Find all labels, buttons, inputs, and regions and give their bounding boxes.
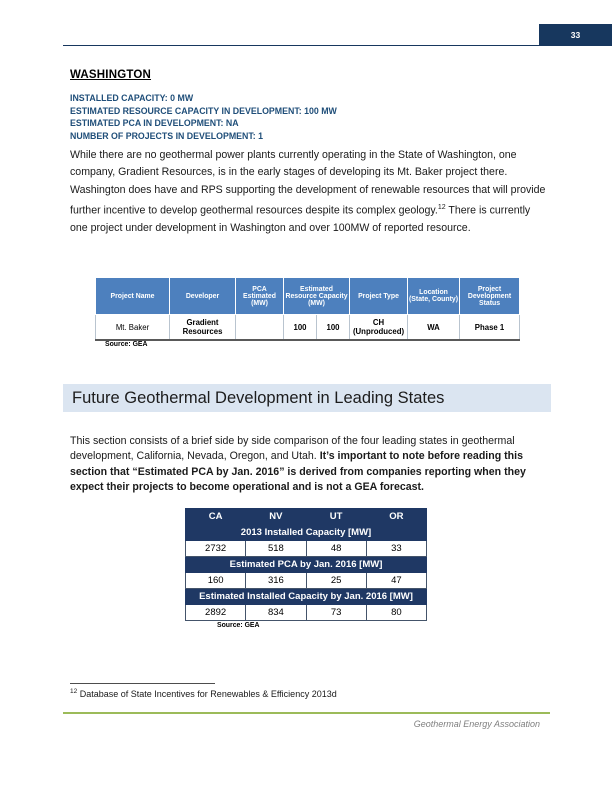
page-number-badge — [539, 24, 612, 46]
cell-ut: 48 — [306, 541, 366, 557]
cell-resource-min: 100 — [284, 315, 317, 341]
paragraph-text: This section consists of a brief side by side comparison of the four leading states in geothermal development, California, Nevada, Oregon, and Utah. — [70, 435, 515, 463]
stat-resource-capacity: ESTIMATED RESOURCE CAPACITY IN DEVELOPMENT: 100 MW — [70, 105, 337, 116]
footer-rule — [63, 712, 550, 714]
state-comparison-table-wrapper — [185, 508, 427, 621]
footer-text: Geothermal Energy Association — [413, 719, 540, 729]
cell-resource-max: 100 — [317, 315, 350, 341]
col-pca-estimated: PCA Estimated (MW) — [236, 278, 284, 315]
col-estimated-resource-capacity: Estimated Resource Capacity (MW) — [284, 278, 350, 315]
project-table-header-row — [96, 278, 520, 315]
cell-nv: 316 — [246, 573, 306, 589]
state-comparison-table — [185, 508, 427, 621]
state-table-source: Source: GEA — [217, 622, 260, 629]
header-rule — [63, 45, 612, 46]
paragraph-text: While there are no geothermal power plants currently operating in the State of Washington, one company, Gradient Resources, is in the early stages of developing its Mt. Baker project there. Washington does have and RPS supporting the development of renewable resources that will provide further incentive to develop geothermal resources despite its complex geology. — [70, 149, 546, 217]
cell-project-name: Mt. Baker — [96, 315, 170, 341]
section-label: 2013 Installed Capacity [MW] — [186, 525, 427, 541]
section-label: Estimated Installed Capacity by Jan. 2016 [MW] — [186, 589, 427, 605]
table-row — [96, 315, 520, 341]
band-row-2013-installed — [186, 525, 427, 541]
col-ut: UT — [306, 509, 366, 525]
band-row-estimated-installed — [186, 589, 427, 605]
washington-heading: WASHINGTON — [70, 69, 152, 81]
cell-ut: 73 — [306, 605, 366, 621]
cell-developer: Gradient Resources — [170, 315, 236, 341]
col-project-type: Project Type — [350, 278, 408, 315]
value-row-estimated-pca — [186, 573, 427, 589]
value-row-2013-installed — [186, 541, 427, 557]
section-intro-paragraph — [70, 434, 548, 496]
cell-project-type: CH (Unproduced) — [350, 315, 408, 341]
col-ca: CA — [186, 509, 246, 525]
cell-status: Phase 1 — [460, 315, 520, 341]
col-project-name: Project Name — [96, 278, 170, 315]
footnote — [70, 688, 337, 699]
paragraph-bold-text: It’s important to note before reading this section that “Estimated PCA by Jan. 2016” is derived from companies reporting when they expect their projects to become operational and is not a GEA forecast. — [70, 450, 526, 494]
band-row-estimated-pca — [186, 557, 427, 573]
cell-or: 47 — [366, 573, 426, 589]
cell-ca: 2732 — [186, 541, 246, 557]
value-row-estimated-installed — [186, 605, 427, 621]
col-location: Location (State, County) — [408, 278, 460, 315]
cell-or: 80 — [366, 605, 426, 621]
washington-stats — [70, 92, 337, 142]
col-project-development-status: Project Development Status — [460, 278, 520, 315]
state-header-row — [186, 509, 427, 525]
cell-ut: 25 — [306, 573, 366, 589]
cell-location: WA — [408, 315, 460, 341]
paragraph-text: There is currently one project under development in Washington and over 100MW of reported resource. — [70, 204, 531, 235]
cell-ca: 160 — [186, 573, 246, 589]
washington-project-table-wrapper — [95, 277, 519, 341]
project-table-source: Source: GEA — [105, 341, 148, 348]
cell-nv: 834 — [246, 605, 306, 621]
cell-nv: 518 — [246, 541, 306, 557]
washington-project-table — [95, 277, 520, 341]
footnote-reference: 12 — [437, 204, 446, 212]
cell-or: 33 — [366, 541, 426, 557]
page-number: 33 — [570, 30, 581, 40]
footnote-separator — [70, 683, 215, 684]
stat-pca-in-development: ESTIMATED PCA IN DEVELOPMENT: NA — [70, 118, 239, 129]
section-label: Estimated PCA by Jan. 2016 [MW] — [186, 557, 427, 573]
cell-ca: 2892 — [186, 605, 246, 621]
footnote-text: Database of State Incentives for Renewables & Efficiency 2013d — [77, 689, 337, 699]
washington-paragraph — [70, 147, 546, 238]
col-nv: NV — [246, 509, 306, 525]
stat-installed-capacity: INSTALLED CAPACITY: 0 MW — [70, 93, 194, 103]
stat-projects-in-development: NUMBER OF PROJECTS IN DEVELOPMENT: 1 — [70, 130, 264, 141]
section-heading: Future Geothermal Development in Leading States — [63, 384, 551, 412]
footnote-number: 12 — [70, 688, 78, 695]
col-or: OR — [366, 509, 426, 525]
col-developer: Developer — [170, 278, 236, 315]
cell-pca-estimated — [236, 315, 284, 341]
